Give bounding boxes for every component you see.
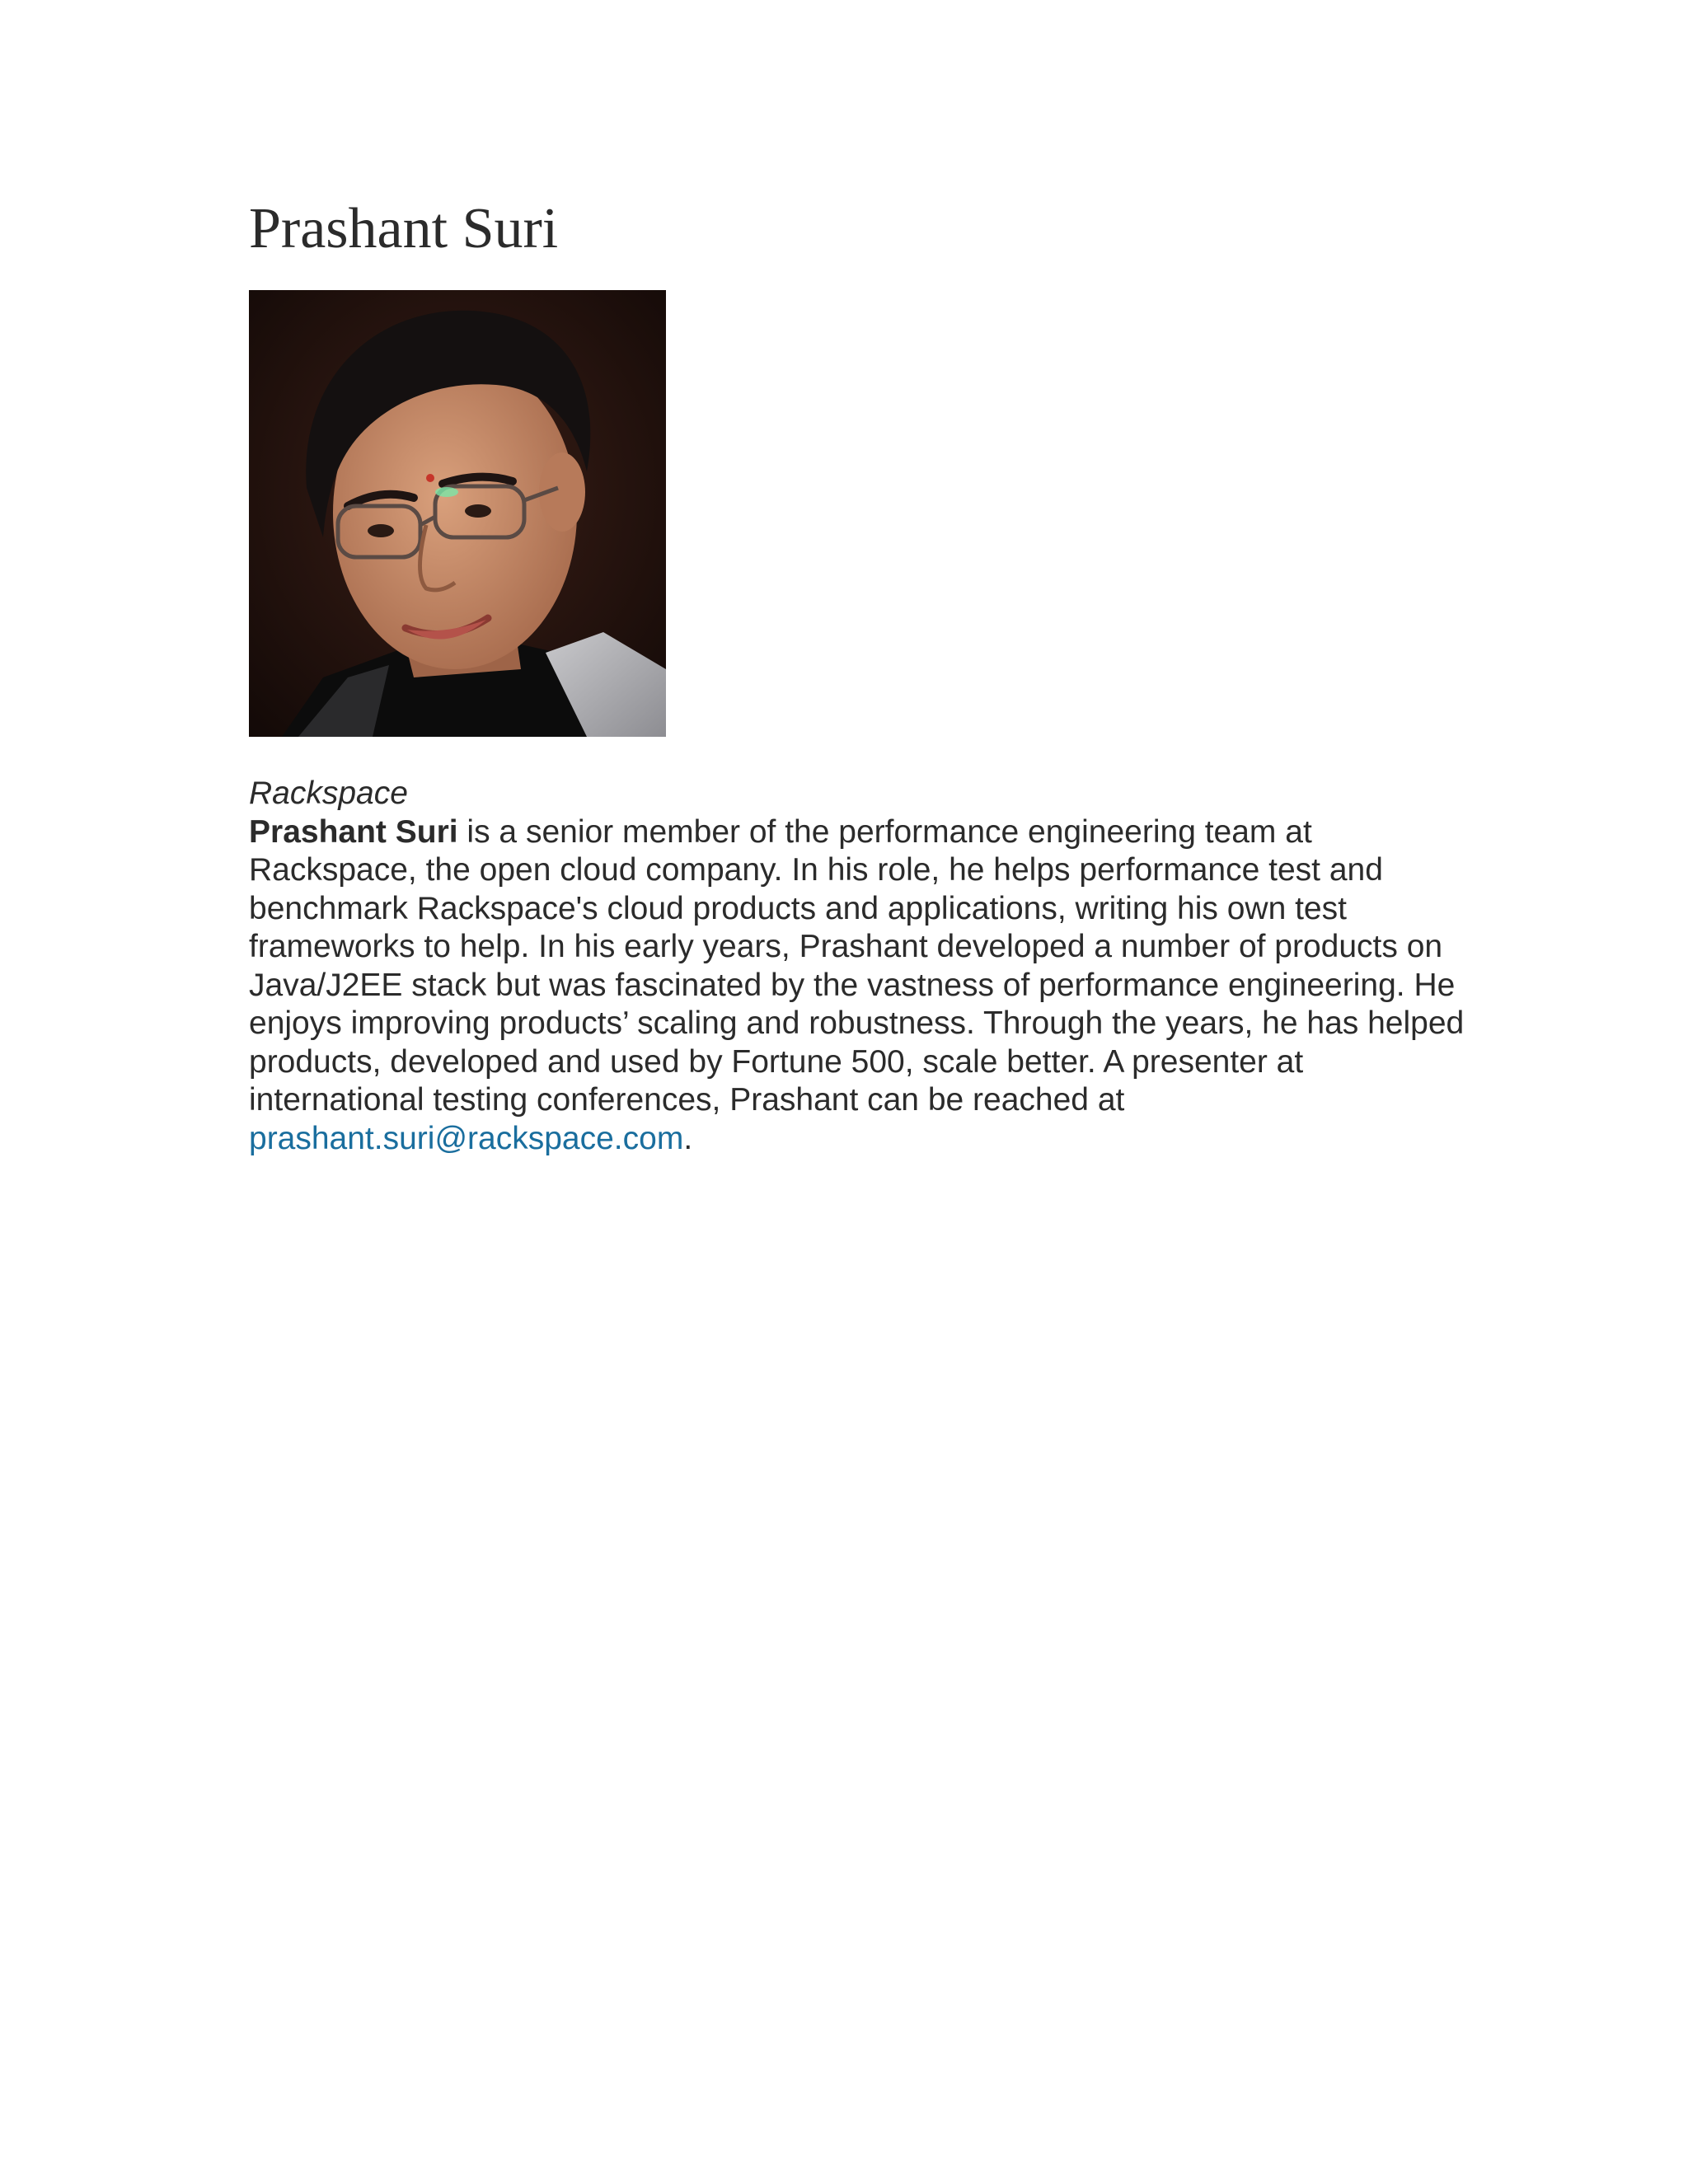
email-link[interactable]: prashant.suri@rackspace.com [249, 1120, 684, 1156]
bio-block [249, 775, 1469, 1158]
person-photo-icon [249, 290, 666, 737]
affiliation: Rackspace [249, 776, 408, 811]
bio-name: Prashant Suri [249, 813, 458, 850]
page-title: Prashant Suri [249, 197, 559, 260]
portrait-photo [249, 290, 666, 737]
bio-text: is a senior member of the performance engineering team at Rackspace, the open cloud company. In his role, he helps performance test and benchmark Rackspace's cloud products and applications, writing his own test frameworks to help. In his early years, Prashant developed a number of products on Java/J2EE stack but was fascinated by the vastness of performance engineering. He enjoys improving products’ scaling and robustness. Through the years, he has helped products, developed and used by Fortune 500, scale better. A presenter at international testing conferences, Prashant can be reached at [249, 813, 1465, 1118]
bio-trailing: . [683, 1120, 693, 1156]
